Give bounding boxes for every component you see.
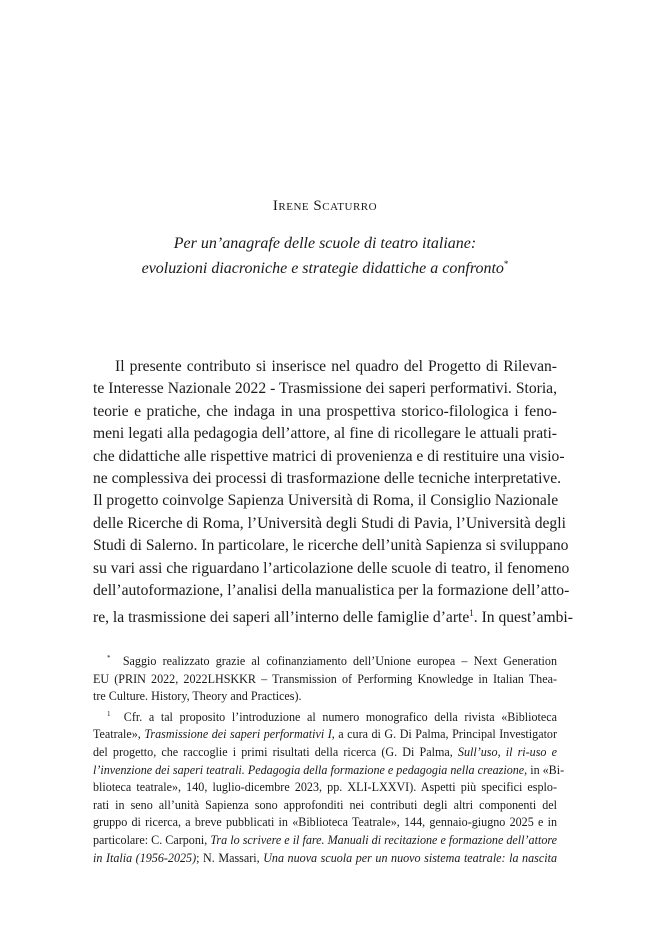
footnote-1-line-5: blioteca teatrale», 140, luglio-dicembre 2023, pp. XLI-LXXVI). Aspetti più specifici esplo- [93, 780, 557, 795]
body-line: Studi di Salerno. In particolare, le ricerche dell’unità Sapienza si sviluppano [93, 537, 569, 555]
footnote-1-line-9 [93, 850, 557, 868]
fn1-l8-italic: Tra lo scrivere e il fare. Manuali di recitazione e formazione dell’attore [210, 832, 557, 847]
body-line-last-a: re, la trasmissione dei saperi all’interno delle famiglie d’arte [93, 609, 470, 627]
footnote-ref-1[interactable]: 1 [469, 608, 474, 619]
footnote-0-line-3: tre Culture. History, Theory and Practices). [93, 689, 302, 704]
footnote-1-line-8 [93, 832, 557, 850]
fn1-l3-italic: Sull’uso, il ri-uso e [457, 744, 557, 759]
fn1-l8-a: particolare: C. Carponi, [93, 832, 211, 847]
footnotes [93, 650, 565, 867]
body-line: Il progetto coinvolge Sapienza Università di Roma, il Consiglio Nazionale [93, 492, 559, 510]
fn1-l2-italic: Trasmissione dei saperi performativi I [144, 727, 332, 742]
fn1-l4-italic: l’invenzione dei saperi teatrali. Pedagogia della formazione e pedagogia nella creazione [93, 762, 525, 777]
body-line: te Interesse Nazionale 2022 - Trasmissione dei saperi performativi. Storia, [93, 380, 557, 398]
author-name: Irene Scaturro [272, 198, 378, 214]
fn1-l9-italic-c: Una nuova scuola per un nuovo sistema teatrale: la nascita [263, 850, 557, 865]
footnote-1-line-7: gruppo di ricerca, a breve pubblicati in «Biblioteca Teatrale», 144, gennaio-giugno 2025 e in [93, 815, 557, 830]
body-line-last [93, 602, 573, 629]
footnote-1-line-6: rati in seno all’unità Sapienza sono approfonditi nei contributi degli altri componenti del [93, 797, 557, 812]
footnote-0-text-1: Saggio realizzato grazie al cofinanziamento dell’Unione europea – Next Generation [122, 654, 558, 668]
title-line-2-text: evoluzioni diacroniche e strategie didattiche a confronto [141, 260, 504, 277]
article-title [60, 233, 590, 279]
title-line-2 [60, 254, 590, 279]
footnote-1-line-3 [93, 744, 557, 762]
body-line: ne complessiva dei processi di trasformazione delle tecniche interpretative. [93, 470, 562, 488]
fn1-l9-italic-a: in Italia (1956-2025) [93, 850, 197, 865]
fn1-l3-a: del progetto, che raccoglie i primi risultati della ricerca (G. Di Palma, [93, 744, 458, 759]
footnote-1-line-2 [93, 726, 557, 744]
footnote-1-mark: 1 [107, 709, 111, 718]
title-line-1: Per un’anagrafe delle scuole di teatro italiane: [173, 235, 477, 252]
body-line: teorie e pratiche, che indaga in una prospettiva storico-filologica i feno- [93, 402, 557, 420]
fn1-l4-b: , in «Bi- [524, 762, 565, 777]
fn1-l2-a: Teatrale», [93, 727, 145, 742]
footnote-1-text-1: Cfr. a tal proposito l’introduzione al numero monografico della rivista «Biblioteca [123, 709, 558, 724]
footnote-1-line-4 [93, 762, 565, 780]
fn1-l9-b: ; N. Massari, [196, 850, 264, 865]
footnote-0-line-1 [93, 650, 557, 671]
footnote-0-line-2: EU (PRIN 2022, 2022LHSKKR – Transmission of Performing Knowledge in Italian Thea- [93, 671, 557, 686]
body-line: delle Ricerche di Roma, l’Università degli Studi di Pavia, l’Università degli [93, 514, 566, 532]
footnote-1-line-1 [93, 706, 557, 727]
fn1-l2-c: , a cura di G. Di Palma, Principal Investigator [331, 727, 558, 742]
body-line: su vari assi che riguardano l’articolazione delle scuole di teatro, il fenomeno [93, 559, 570, 577]
body-line: dell’autoformazione, l’analisi della manualistica per la formazione dell’atto- [93, 582, 570, 600]
body-line: che didattiche alle rispettive matrici di provenienza e di restituire una visio- [93, 447, 565, 465]
body-line-last-b: . In quest’ambi- [473, 609, 573, 627]
title-footnote-mark[interactable]: * [503, 259, 509, 269]
body-line: Il presente contributo si inserisce nel quadro del Progetto di Rilevan- [115, 358, 557, 375]
footnote-0-mark: * [107, 654, 111, 662]
body-line: meni legati alla pedagogia dell’attore, al fine di ricollegare le attuali prati- [93, 425, 557, 443]
body-paragraph [93, 356, 573, 630]
